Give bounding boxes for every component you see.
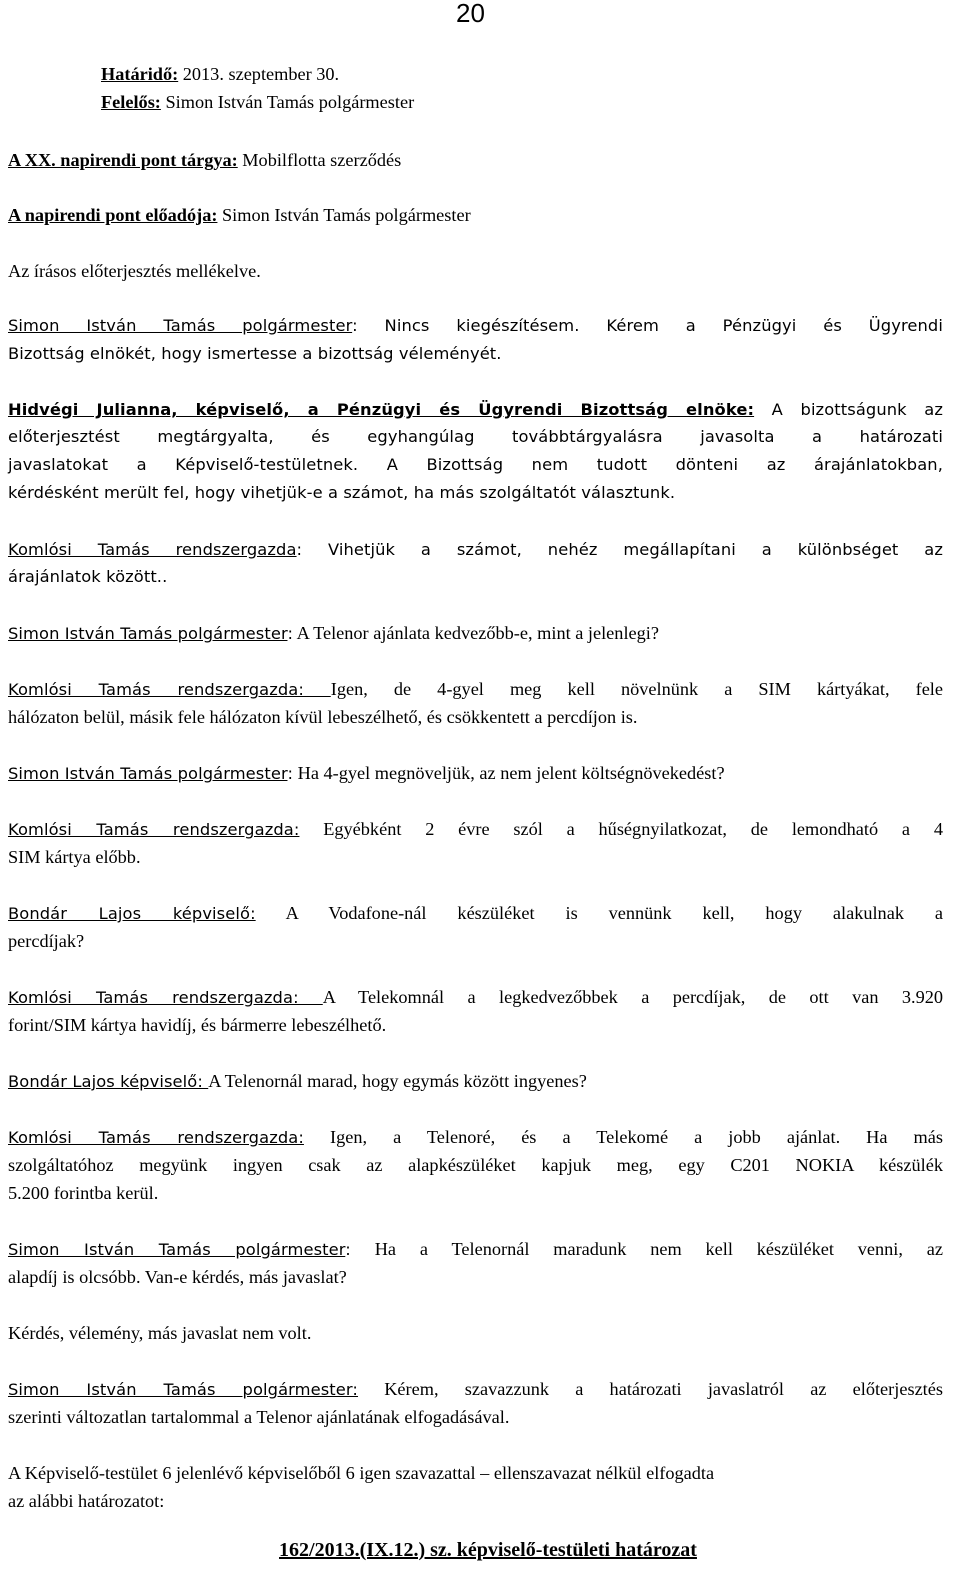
speech-line: hálózaton belül, másik fele hálózaton kívül lebeszélhető, és csökkentett a percdíjon is.: [8, 707, 638, 727]
speech-line: Simon István Tamás polgármester: Nincs kiegészítésem. Kérem a Pénzügyi és Ügyrendi: [8, 316, 943, 335]
speaker-name: Bondár Lajos képviselő:: [8, 904, 256, 923]
speech-text: Igen, de 4-gyel meg kell növelnünk a SIM kártyákat, fele: [330, 679, 943, 699]
deadline-line: [101, 60, 960, 88]
speech-text: Vihetjük a számot, nehéz megállapítani a különbséget az: [302, 540, 943, 559]
agenda-presenter-line: [8, 201, 943, 229]
vote-line: A Képviselő-testület 6 jelenlévő képviselőből 6 igen szavazattal – ellenszavazat nélkül elfogadta: [8, 1463, 715, 1483]
speech-line: alapdíj is olcsóbb. Van-e kérdés, más javaslat?: [8, 1267, 347, 1287]
speaker-name: Komlósi Tamás rendszergazda:: [8, 680, 331, 699]
speech-line: szerinti változatlan tartalommal a Telenor ajánlatának elfogadásával.: [8, 1407, 510, 1427]
responsible-value: Simon István Tamás polgármester: [160, 92, 415, 112]
deadline-value: 2013. szeptember 30.: [178, 64, 340, 84]
speech-line: [8, 983, 943, 1012]
speaker-name: Bondár Lajos képviselő:: [8, 1072, 209, 1091]
speech-text: A Vodafone-nál készüléket is vennünk kell, hogy alakulnak a: [255, 903, 943, 923]
speech-text: Kérem, szavazzunk a határozati javaslatról az előterjesztés: [358, 1379, 943, 1399]
speech-line: Simon István Tamás polgármester: Ha a Telenornál maradunk nem kell készüléket venni, az: [8, 1239, 943, 1259]
resolution-title: 162/2013.(IX.12.) sz. képviselő-testületi határozat: [279, 1539, 697, 1561]
agenda-subject-label: A XX. napirendi pont tárgya:: [8, 150, 238, 170]
speech-line: [8, 1123, 943, 1152]
speech-line: [8, 1067, 943, 1096]
vote-line: az alábbi határozatot:: [8, 1491, 165, 1511]
speaker-name: Komlósi Tamás rendszergazda:: [8, 820, 300, 839]
attachment-note: Az írásos előterjesztés mellékelve.: [8, 261, 261, 281]
speech-line: Simon István Tamás polgármester: Ha 4-gyel megnöveljük, az nem jelent költségnövekedést?: [8, 763, 725, 783]
speech-line: [8, 675, 943, 704]
speech-text: A Telenor ajánlata kedvezőbb-e, mint a jelenlegi?: [293, 623, 659, 643]
speech-line: SIM kártya előbb.: [8, 847, 141, 867]
speech-line: forint/SIM kártya havidíj, és bármerre lebeszélhető.: [8, 1015, 387, 1035]
speech-line: Simon István Tamás polgármester: A Telenor ajánlata kedvezőbb-e, mint a jelenlegi?: [8, 623, 659, 643]
speaker-name: Simon István Tamás polgármester: [8, 1240, 346, 1259]
speech-text: Nincs kiegészítésem. Kérem a Pénzügyi és Ügyrendi: [357, 316, 943, 335]
speech-line: [8, 815, 943, 844]
speech-line: javaslatokat a Képviselő-testületnek. A Bizottság nem tudott dönteni az árajánlatokban,: [8, 455, 943, 474]
speech-text: A Telekomnál a legkedvezőbbek a percdíjak, de ott van 3.920: [322, 987, 943, 1007]
speech-line: előterjesztést megtárgyalta, és egyhangúlag továbbtárgyalásra javasolta a határozati: [8, 427, 943, 446]
speech-line: [8, 339, 943, 368]
agenda-subject-value: Mobilflotta szerződés: [237, 150, 402, 170]
speaker-name: Komlósi Tamás rendszergazda:: [8, 1128, 304, 1147]
speech-text: A Telenornál marad, hogy egymás között ingyenes?: [208, 1071, 587, 1091]
speaker-name: Hidvégi Julianna, képviselő, a Pénzügyi és Ügyrendi Bizottság elnöke:: [8, 400, 755, 419]
agenda-presenter-label: A napirendi pont előadója:: [8, 205, 218, 225]
speech-text: Ha a Telenornál maradunk nem kell készüléket venni, az: [350, 1239, 943, 1259]
responsible-line: [101, 88, 960, 116]
speech-line: árajánlatok között..: [8, 567, 168, 586]
speaker-name: Simon István Tamás polgármester: [8, 764, 288, 783]
no-questions-note: Kérdés, vélemény, más javaslat nem volt.: [8, 1323, 312, 1343]
speech-line: Komlósi Tamás rendszergazda: Vihetjük a számot, nehéz megállapítani a különbséget az: [8, 540, 943, 559]
deadline-label: Határidő:: [101, 64, 179, 84]
agenda-subject-line: [8, 146, 943, 174]
page-number: 20: [456, 0, 485, 28]
responsible-label: Felelős:: [101, 92, 161, 112]
speaker-name: Komlósi Tamás rendszergazda:: [8, 988, 323, 1007]
speech-line: [8, 899, 943, 928]
speaker-name: Simon István Tamás polgármester: [8, 316, 353, 335]
speech-text: Egyébként 2 évre szól a hűségnyilatkozat, de lemondható a 4: [299, 819, 943, 839]
speech-text: Igen, a Telenoré, és a Telekomé a jobb ajánlat. Ha más: [303, 1127, 943, 1147]
speaker-name: Simon István Tamás polgármester:: [8, 1380, 359, 1399]
speaker-name: Komlósi Tamás rendszergazda: [8, 540, 297, 559]
speech-line: szolgáltatóhoz megyünk ingyen csak az alapkészüléket kapjuk meg, egy C201 NOKIA készülék: [8, 1155, 943, 1175]
speech-text: A bizottságunk az: [754, 400, 944, 419]
speech-line: 5.200 forintba kerül.: [8, 1183, 159, 1203]
speaker-name: Simon István Tamás polgármester: [8, 624, 288, 643]
speech-line: [8, 1375, 943, 1404]
speech-line: percdíjak?: [8, 931, 85, 951]
speech-line: kérdésként merült fel, hogy vihetjük-e a számot, ha más szolgáltatót választunk.: [8, 483, 676, 502]
speech-text: Ha 4-gyel megnöveljük, az nem jelent költségnövekedést?: [293, 763, 725, 783]
speech-text: Bizottság elnökét, hogy ismertesse a bizottság véleményét.: [8, 344, 502, 363]
agenda-presenter-value: Simon István Tamás polgármester: [217, 205, 471, 225]
speech-line: [8, 395, 943, 424]
